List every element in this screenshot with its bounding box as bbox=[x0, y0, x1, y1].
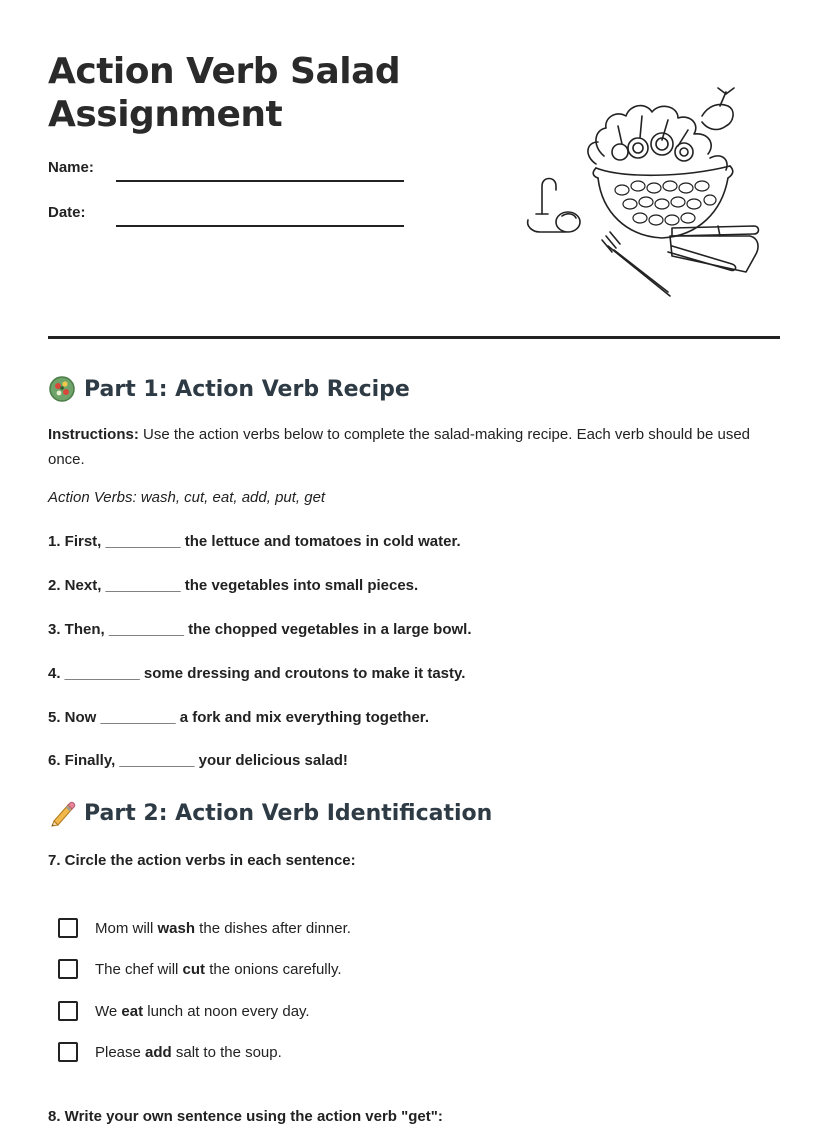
name-label: Name: bbox=[48, 159, 94, 176]
salad-emoji-icon bbox=[48, 375, 76, 403]
action-verb[interactable]: cut bbox=[182, 960, 206, 978]
sentence-item-1 bbox=[58, 916, 351, 940]
sentence-text: We eat lunch at noon every day. bbox=[95, 1002, 310, 1020]
checkbox[interactable] bbox=[58, 1001, 78, 1021]
part1-title: Part 1: Action Verb Recipe bbox=[84, 376, 410, 402]
checkbox[interactable] bbox=[58, 918, 78, 938]
sentence-item-2 bbox=[58, 957, 342, 981]
checkbox[interactable] bbox=[58, 959, 78, 979]
date-label: Date: bbox=[48, 204, 86, 221]
sentence-text: Please add salt to the soup. bbox=[95, 1043, 282, 1061]
part1-instructions bbox=[48, 422, 778, 472]
salad-bowl-illustration-icon bbox=[522, 86, 762, 298]
name-field[interactable] bbox=[48, 155, 404, 189]
action-verb[interactable]: add bbox=[145, 1043, 172, 1061]
part2-heading bbox=[48, 799, 492, 827]
sentence-item-4 bbox=[58, 1040, 282, 1064]
date-line[interactable] bbox=[116, 225, 404, 227]
sentence-text: Mom will wash the dishes after dinner. bbox=[95, 919, 351, 937]
part1-heading bbox=[48, 375, 410, 403]
question-8: 8. Write your own sentence using the action verb "get": bbox=[48, 1108, 443, 1125]
worksheet-page bbox=[48, 0, 780, 1125]
recipe-item-5: 5. Now _________ a fork and mix everything together. bbox=[48, 709, 429, 726]
sentence-item-3 bbox=[58, 999, 310, 1023]
part2-title: Part 2: Action Verb Identification bbox=[84, 800, 493, 826]
date-field[interactable] bbox=[48, 200, 404, 234]
page-title: Action Verb Salad Assignment bbox=[48, 51, 401, 135]
recipe-item-4: 4. _________ some dressing and croutons to make it tasty. bbox=[48, 665, 466, 682]
worksheet-header bbox=[48, 0, 780, 340]
question-7: 7. Circle the action verbs in each sentence: bbox=[48, 852, 356, 869]
action-verb[interactable]: eat bbox=[121, 1002, 144, 1020]
name-line[interactable] bbox=[116, 180, 404, 182]
recipe-item-2: 2. Next, _________ the vegetables into small pieces. bbox=[48, 577, 419, 594]
checkbox[interactable] bbox=[58, 1042, 78, 1062]
verb-bank: Action Verbs: wash, cut, eat, add, put, get bbox=[48, 489, 326, 506]
recipe-item-1: 1. First, _________ the lettuce and tomatoes in cold water. bbox=[48, 533, 461, 550]
pencil-emoji-icon bbox=[48, 799, 76, 827]
sentence-text: The chef will cut the onions carefully. bbox=[95, 960, 342, 978]
recipe-item-6: 6. Finally, _________ your delicious salad! bbox=[48, 752, 348, 769]
instructions-label: Instructions: bbox=[48, 426, 139, 443]
header-divider bbox=[48, 336, 780, 339]
recipe-item-3: 3. Then, _________ the chopped vegetables in a large bowl. bbox=[48, 621, 472, 638]
instructions-text: Use the action verbs below to complete the salad-making recipe. Each verb should be used once. bbox=[48, 426, 751, 468]
action-verb[interactable]: wash bbox=[157, 919, 196, 937]
